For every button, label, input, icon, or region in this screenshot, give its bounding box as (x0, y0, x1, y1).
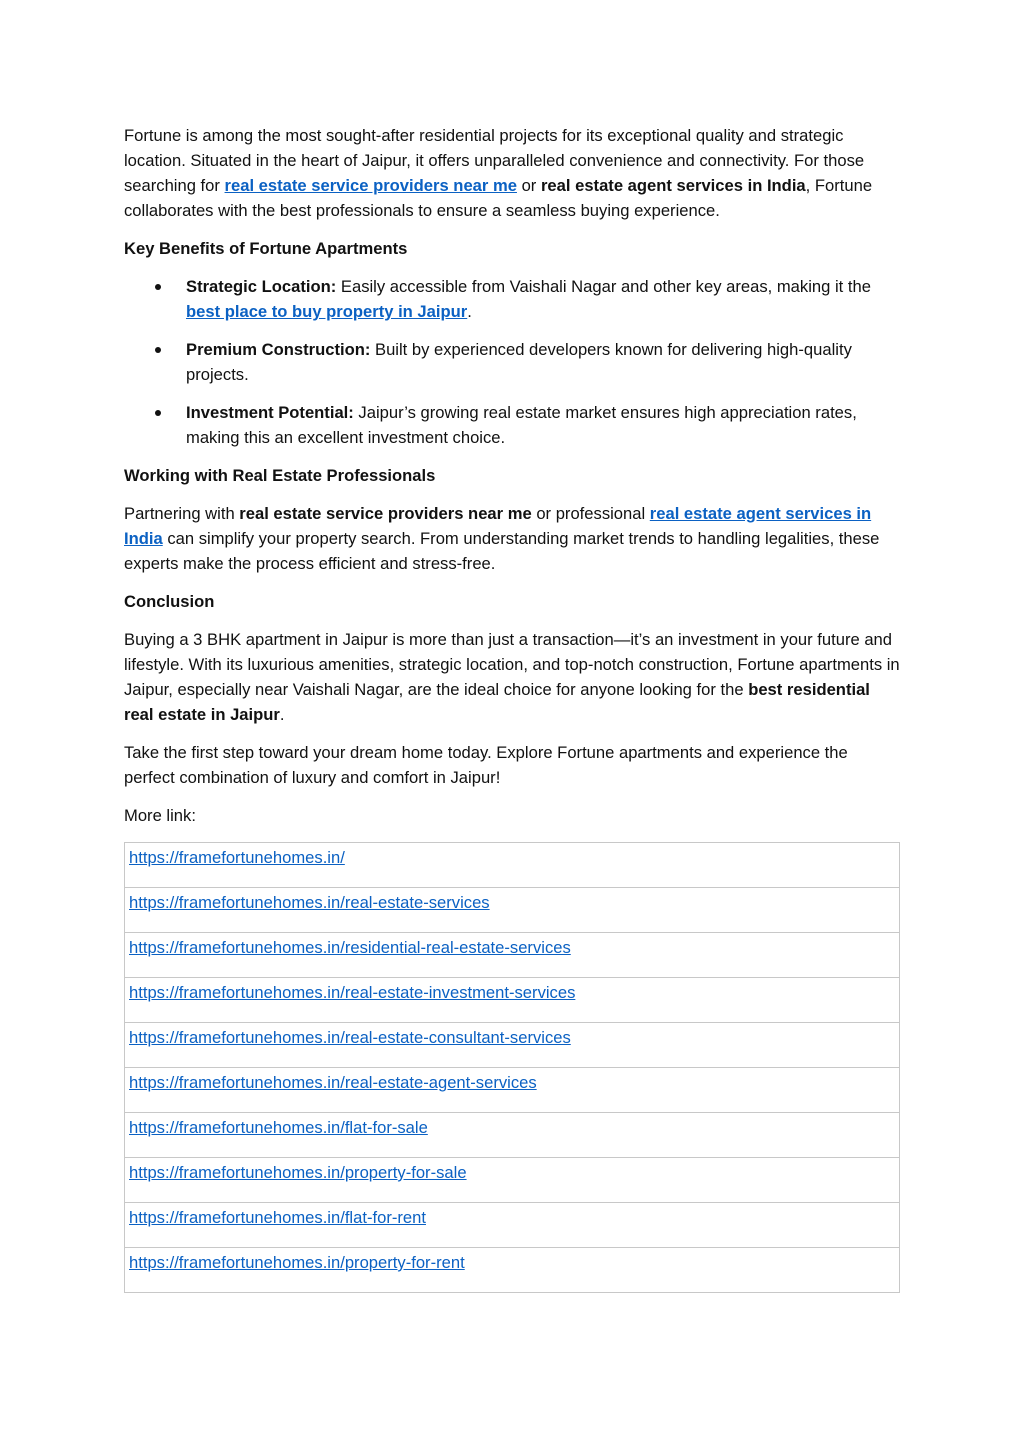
table-row (125, 1068, 900, 1113)
url-link[interactable]: https://framefortunehomes.in/property-for-rent (129, 1253, 465, 1272)
bullet-icon (155, 347, 161, 353)
benefits-heading: Key Benefits of Fortune Apartments (124, 239, 408, 258)
table-cell (125, 1158, 900, 1203)
conclusion-bold-text: best residential real estate in Jaipur (124, 680, 870, 724)
table-row (125, 1023, 900, 1068)
benefit-text: . (467, 302, 472, 321)
table-row (125, 1203, 900, 1248)
document-page (124, 123, 900, 1293)
table-cell (125, 1023, 900, 1068)
benefits-list (124, 274, 900, 450)
url-link[interactable]: https://framefortunehomes.in/ (129, 848, 345, 867)
list-item (124, 274, 900, 324)
table-cell (125, 1203, 900, 1248)
working-text: can simplify your property search. From understanding market trends to handling legalities, these experts make the process efficient and stress-free. (124, 529, 880, 573)
closing-paragraph: Take the first step toward your dream home today. Explore Fortune apartments and experience the perfect combination of luxury and comfort in Jaipur! (124, 743, 848, 787)
url-link[interactable]: https://framefortunehomes.in/real-estate-agent-services (129, 1073, 537, 1092)
table-row (125, 888, 900, 933)
list-item (124, 337, 900, 387)
links-table (124, 842, 900, 1293)
table-row (125, 933, 900, 978)
table-cell (125, 1248, 900, 1293)
table-row (125, 1158, 900, 1203)
table-row (125, 1113, 900, 1158)
url-link[interactable]: https://framefortunehomes.in/residential-real-estate-services (129, 938, 571, 957)
table-cell (125, 1068, 900, 1113)
intro-paragraph (124, 123, 900, 223)
more-link-label: More link: (124, 806, 196, 825)
benefit-label: Premium Construction: (186, 340, 371, 359)
url-link[interactable]: https://framefortunehomes.in/flat-for-rent (129, 1208, 426, 1227)
benefit-label: Investment Potential: (186, 403, 354, 422)
table-row (125, 978, 900, 1023)
working-heading: Working with Real Estate Professionals (124, 466, 436, 485)
table-cell (125, 933, 900, 978)
link-agent-services[interactable]: real estate agent services in India (124, 504, 872, 548)
intro-text: Fortune is among the most sought-after residential projects for its exceptional quality and strategic location. Situated in the heart of Jaipur, it offers unparalleled convenience and connectivity. For those searching for (124, 126, 865, 195)
conclusion-text: Buying a 3 BHK apartment in Jaipur is more than just a transaction—it’s an investment in your future and lifestyle. With its luxurious amenities, strategic location, and top-notch construction, Fortune apartments in Jaipur, especially near Vaishali Nagar, are the ideal choice for anyone looking for the (124, 630, 900, 699)
table-row (125, 1248, 900, 1293)
conclusion-heading: Conclusion (124, 592, 215, 611)
conclusion-text: . (279, 705, 285, 724)
url-link[interactable]: https://framefortunehomes.in/flat-for-sale (129, 1118, 428, 1137)
table-row (125, 843, 900, 888)
table-cell (125, 888, 900, 933)
intro-text: or (516, 176, 541, 195)
benefit-text: Jaipur’s growing real estate market ensures high appreciation rates, making this an excellent investment choice. (186, 403, 857, 447)
url-link[interactable]: https://framefortunehomes.in/real-estate-investment-services (129, 983, 576, 1002)
bullet-icon (155, 410, 161, 416)
list-item (124, 400, 900, 450)
benefit-text: Built by experienced developers known for delivering high-quality projects. (186, 340, 852, 384)
table-cell (125, 843, 900, 888)
conclusion-paragraph (124, 627, 900, 727)
intro-bold-text: real estate agent services in India (540, 176, 806, 195)
url-link[interactable]: https://framefortunehomes.in/real-estate-services (129, 893, 490, 912)
url-link[interactable]: https://framefortunehomes.in/real-estate-consultant-services (129, 1028, 571, 1047)
bullet-icon (155, 284, 161, 290)
intro-text: , Fortune collaborates with the best professionals to ensure a seamless buying experience. (124, 176, 873, 220)
working-paragraph (124, 501, 900, 576)
table-cell (125, 1113, 900, 1158)
link-service-providers[interactable]: real estate service providers near me (224, 176, 517, 195)
table-cell (125, 978, 900, 1023)
url-link[interactable]: https://framefortunehomes.in/property-for-sale (129, 1163, 467, 1182)
benefit-text: Easily accessible from Vaishali Nagar and other key areas, making it the (336, 277, 871, 296)
working-text: Partnering with (124, 504, 240, 523)
link-best-place[interactable]: best place to buy property in Jaipur (186, 302, 468, 321)
benefit-label: Strategic Location: (186, 277, 337, 296)
working-bold-text: real estate service providers near me (239, 504, 532, 523)
working-text: or professional (531, 504, 650, 523)
